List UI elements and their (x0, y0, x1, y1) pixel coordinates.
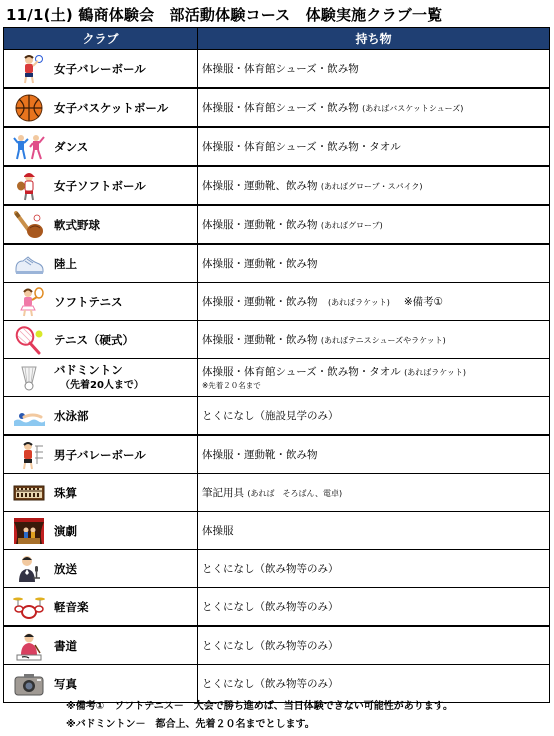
items-text: 体操服・運動靴・飲み物 (202, 258, 318, 270)
club-name: 女子ソフトボール (54, 178, 146, 193)
club-table (3, 27, 550, 703)
club-cell (4, 512, 198, 550)
items-text: とくになし（飲み物等のみ） (202, 563, 339, 575)
header-items: 持ち物 (198, 28, 550, 50)
announcer-icon (12, 554, 46, 584)
items-optional: (あればグローブ) (320, 221, 383, 230)
items-cell (198, 435, 550, 474)
items-cell (198, 244, 550, 283)
items-text: 体操服・運動靴・飲み物 (202, 219, 318, 231)
table-row (4, 512, 550, 550)
dancers-icon (12, 132, 46, 162)
volleyball-boy-icon (12, 440, 46, 470)
items-cell (198, 166, 550, 205)
club-name: バドミントン (54, 362, 123, 377)
items-text: 体操服・運動靴・飲み物 (202, 334, 318, 346)
softball-player-icon (12, 171, 46, 201)
club-name: ソフトテニス (54, 294, 123, 309)
volleyball-girl-icon (12, 54, 46, 84)
items-text: 体操服・体育館シューズ・飲み物 (202, 63, 359, 75)
club-cell (4, 88, 198, 127)
items-remark: ※備考① (403, 296, 444, 308)
items-text: とくになし（飲み物等のみ） (202, 640, 339, 652)
club-name: テニス（硬式） (54, 332, 135, 347)
items-optional: (あればバスケットシューズ) (362, 104, 464, 113)
items-text: 体操服 (202, 525, 234, 537)
running-shoe-icon (12, 249, 46, 279)
calligraphy-icon (12, 631, 46, 661)
club-name: 書道 (54, 638, 77, 653)
theater-stage-icon (12, 516, 46, 546)
club-cell (4, 397, 198, 436)
club-cell (4, 321, 198, 359)
club-name: 軽音楽 (54, 599, 89, 614)
club-name: 男子バレーボール (54, 447, 146, 462)
club-name: 軟式野球 (54, 217, 100, 232)
items-cell (198, 359, 550, 397)
club-cell (4, 588, 198, 627)
basketball-icon (12, 93, 46, 123)
items-text: 体操服・運動靴・飲み物 (202, 449, 318, 461)
table-row (4, 283, 550, 321)
club-name: 放送 (54, 561, 77, 576)
shuttlecock-icon (12, 363, 46, 393)
club-name: 女子バスケットボール (54, 100, 169, 115)
tennis-racket-icon (12, 325, 46, 355)
items-text: 体操服・体育館シューズ・飲み物 (202, 102, 359, 114)
drum-set-icon (12, 592, 46, 622)
table-row (4, 550, 550, 588)
club-cell (4, 550, 198, 588)
club-cell (4, 283, 198, 321)
items-text: とくになし（飲み物等のみ） (202, 678, 339, 690)
table-row (4, 50, 550, 89)
swimmer-icon (12, 401, 46, 431)
items-cell (198, 474, 550, 512)
club-cell (4, 50, 198, 89)
table-header-row (4, 28, 550, 50)
table-row (4, 435, 550, 474)
items-cell (198, 88, 550, 127)
items-cell (198, 512, 550, 550)
table-row (4, 474, 550, 512)
items-note: ※先着２０名まで (202, 381, 261, 390)
items-cell (198, 626, 550, 665)
items-text: 体操服・体育館シューズ・飲み物・タオル (202, 366, 401, 378)
club-name: 演劇 (54, 523, 77, 538)
footnote-2: ※バドミントン－ 都合上、先着２０名までとします。 (66, 719, 315, 730)
items-cell (198, 397, 550, 436)
items-cell (198, 321, 550, 359)
items-text: 体操服・体育館シューズ・飲み物・タオル (202, 141, 401, 153)
table-row (4, 166, 550, 205)
table-row (4, 359, 550, 397)
club-name: 珠算 (54, 485, 77, 500)
items-cell (198, 50, 550, 89)
club-cell (4, 435, 198, 474)
club-cell (4, 244, 198, 283)
club-cell (4, 166, 198, 205)
table-row (4, 321, 550, 359)
items-cell (198, 205, 550, 244)
items-optional: (あればラケット) (328, 298, 390, 307)
table-row (4, 626, 550, 665)
club-cell (4, 665, 198, 703)
header-club: クラブ (4, 28, 198, 50)
items-text: 筆記用具 (202, 487, 244, 499)
baseball-bat-glove-icon (12, 210, 46, 240)
table-row (4, 205, 550, 244)
club-name: 水泳部 (54, 408, 89, 423)
camera-icon (12, 669, 46, 699)
club-name: 写真 (54, 676, 77, 691)
club-name: ダンス (54, 139, 89, 154)
footnotes (66, 698, 453, 734)
page-title: 11/1(土) 鶴商体験会 部活動体験コース 体験実施クラブ一覧 (6, 6, 443, 24)
tennis-girl-icon (12, 287, 46, 317)
items-text: とくになし（施設見学のみ） (202, 410, 339, 422)
club-cell (4, 205, 198, 244)
footnote-1: ※備考① ソフトテニス－ 大会で勝ち進めば、当日体験できない可能性があります。 (66, 701, 453, 712)
table-row (4, 665, 550, 703)
club-name: 陸上 (54, 256, 77, 271)
items-text: 体操服・運動靴・飲み物 (202, 296, 318, 308)
table-row (4, 88, 550, 127)
items-text: とくになし（飲み物等のみ） (202, 601, 339, 613)
items-cell (198, 665, 550, 703)
items-optional: (あればグローブ・スパイク) (320, 182, 423, 191)
items-cell (198, 283, 550, 321)
abacus-icon (12, 478, 46, 508)
table-row (4, 397, 550, 436)
table-row (4, 127, 550, 166)
club-name: 女子バレーボール (54, 61, 146, 76)
club-cell (4, 626, 198, 665)
club-cell (4, 359, 198, 397)
items-optional: (あればテニスシューズやラケット) (320, 336, 446, 345)
items-optional: (あればラケット) (404, 368, 466, 377)
club-cell (4, 127, 198, 166)
table-row (4, 588, 550, 627)
items-optional: (あれば そろばん、電卓) (247, 489, 343, 498)
club-name-sub: （先着20人まで） (60, 379, 144, 391)
club-cell (4, 474, 198, 512)
items-cell (198, 550, 550, 588)
table-row (4, 244, 550, 283)
items-cell (198, 127, 550, 166)
items-cell (198, 588, 550, 627)
items-text: 体操服・運動靴、飲み物 (202, 180, 318, 192)
